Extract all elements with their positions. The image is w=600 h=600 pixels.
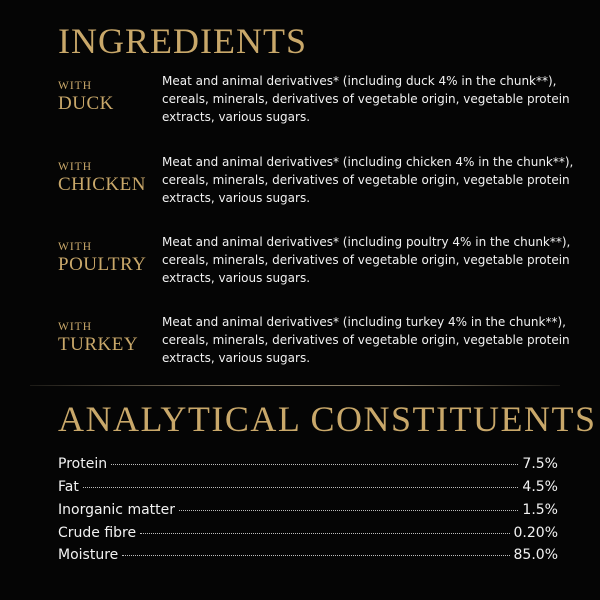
ingredient-with-label: WITH xyxy=(58,161,93,173)
ingredient-flavor-name: DUCK xyxy=(58,93,114,114)
constituent-value: 85.0% xyxy=(513,547,558,563)
ingredients-title: INGREDIENTS xyxy=(58,21,307,61)
dot-leader xyxy=(122,545,509,556)
constituent-row-inorganic-matter xyxy=(58,502,558,522)
ingredient-row-poultry xyxy=(58,233,588,293)
ingredient-flavor-name: TURKEY xyxy=(58,334,139,355)
constituent-value: 0.20% xyxy=(513,525,558,541)
ingredient-row-turkey xyxy=(58,313,588,373)
constituent-label: Protein xyxy=(58,456,108,472)
ingredient-description: Meat and animal derivatives* (including poultry 4% in the chunk**), cereals, minerals, derivatives of vegetable origin, vegetable protein extracts, various sugars. xyxy=(162,235,571,285)
constituent-value: 4.5% xyxy=(522,479,558,495)
ingredient-flavor-name: CHICKEN xyxy=(58,174,146,195)
dot-leader xyxy=(111,454,518,465)
constituent-label: Crude fibre xyxy=(58,525,137,541)
constituent-value: 7.5% xyxy=(522,456,558,472)
constituent-row-crude-fibre xyxy=(58,525,558,545)
constituent-value: 1.5% xyxy=(522,502,558,518)
dot-leader xyxy=(179,500,518,511)
ingredient-with-label: WITH xyxy=(58,321,93,333)
ingredient-row-chicken xyxy=(58,153,588,213)
ingredient-with-label: WITH xyxy=(58,241,93,253)
analytical-constituents-title: ANALYTICAL CONSTITUENTS xyxy=(58,399,597,439)
constituent-label: Inorganic matter xyxy=(58,502,176,518)
ingredient-flavor-name: POULTRY xyxy=(58,254,147,275)
section-divider xyxy=(30,385,560,386)
ingredient-description: Meat and animal derivatives* (including turkey 4% in the chunk**), cereals, minerals, derivatives of vegetable origin, vegetable protein extracts, various sugars. xyxy=(162,315,570,365)
ingredient-description: Meat and animal derivatives* (including duck 4% in the chunk**), cereals, minerals, derivatives of vegetable origin, vegetable protein extracts, various sugars. xyxy=(162,74,570,124)
constituent-label: Fat xyxy=(58,479,79,495)
ingredient-with-label: WITH xyxy=(58,80,93,92)
constituent-label: Moisture xyxy=(58,547,119,563)
ingredient-description: Meat and animal derivatives* (including chicken 4% in the chunk**), cereals, minerals, derivatives of vegetable origin, vegetable protein extracts, various sugars. xyxy=(162,155,574,205)
dot-leader xyxy=(83,477,519,488)
constituent-row-protein xyxy=(58,456,558,476)
dot-leader xyxy=(140,523,509,534)
constituent-row-fat xyxy=(58,479,558,499)
ingredient-row-duck xyxy=(58,72,588,132)
constituent-row-moisture xyxy=(58,547,558,567)
